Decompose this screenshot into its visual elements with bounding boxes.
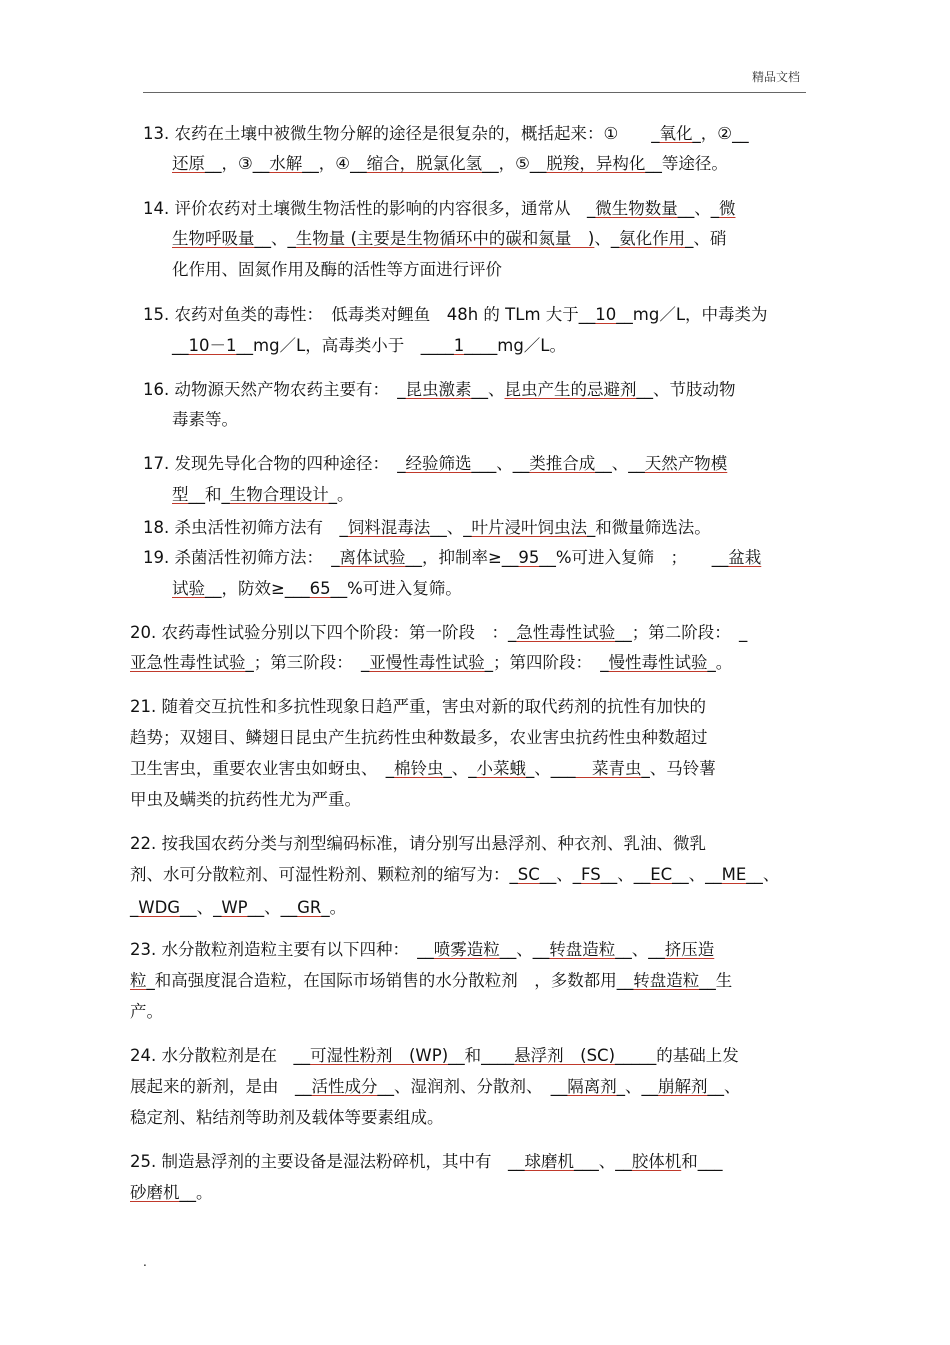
text-segment: 、: [271, 229, 288, 248]
answer-blank: __可湿性粉剂 (WP)__: [293, 1046, 465, 1065]
text-line: [172, 258, 502, 282]
text-segment: 、: [625, 1077, 642, 1096]
text-segment: 23. 水分散粒剂造粒主要有以下四种：: [130, 940, 418, 959]
text-segment: 稳定剂、粘结剂等助剂及载体等要素组成。: [130, 1108, 444, 1127]
text-segment: %可进入复筛 ；: [555, 548, 712, 567]
text-segment: 、: [534, 759, 551, 778]
answer-blank: __崩解剂__: [641, 1077, 724, 1096]
text-segment: 、: [496, 454, 513, 473]
answer-blank: __球磨机___: [508, 1152, 599, 1171]
text-segment: 22. 按我国农药分类与剂型编码标准，请分别写出悬浮剂、种衣剂、乳油、微乳: [130, 834, 706, 853]
answer-blank: _小菜蛾_: [468, 759, 535, 778]
text-line: [130, 651, 732, 675]
text-line: [130, 621, 747, 645]
answer-blank: ____1____: [420, 336, 498, 355]
text-segment: 、湿润剂、分散剂、: [394, 1077, 551, 1096]
text-segment: 和微量筛选法。: [595, 518, 711, 537]
text-segment: 等途径。: [661, 154, 728, 173]
answer-blank: __缩合，脱氯化氢__: [350, 154, 499, 173]
text-segment: 。: [337, 485, 354, 504]
text-segment: 趋势；双翅目、鳞翅日昆虫产生抗药性虫种数最多，农业害虫抗药性虫种数超过: [130, 728, 708, 747]
text-line: [172, 334, 566, 358]
text-segment: 、节肢动物: [653, 380, 736, 399]
answer-blank: __盆栽: [711, 548, 762, 567]
answer-blank: __转盘造粒__: [532, 940, 632, 959]
text-segment: 17. 发现先导化合物的四种途径：: [143, 454, 398, 473]
text-segment: 24. 水分散粒剂是在: [130, 1046, 294, 1065]
text-segment: 、: [631, 940, 649, 959]
answer-blank: __GR_: [280, 898, 330, 917]
text-segment: 、: [762, 865, 780, 884]
answer-blank: _棉铃虫_: [385, 759, 452, 778]
text-segment: 、: [594, 229, 611, 248]
text-line: [143, 516, 711, 540]
answer-blank: _氨化作用_: [610, 229, 694, 248]
answer-blank: _微生物数量__: [587, 199, 695, 218]
text-segment: 卫生害虫，重要农业害虫如蚜虫、: [130, 759, 386, 778]
text-segment: 20. 农药毒性试验分别以下四个阶段：第一阶段 ：: [130, 623, 508, 642]
answer-blank: _SC__: [509, 865, 557, 884]
text-segment: mg／L，中毒类为: [632, 305, 768, 324]
answer-blank: ___ 菜青虫_: [550, 759, 650, 778]
text-line: [172, 483, 354, 507]
text-line: [143, 197, 736, 221]
text-segment: 展起来的新剂，是由: [130, 1077, 295, 1096]
text-line: [130, 1044, 739, 1068]
answer-blank: _WDG__: [130, 898, 197, 917]
text-segment: 、: [451, 759, 469, 778]
text-segment: 、: [688, 865, 706, 884]
text-segment: ，抑制率≥: [422, 548, 502, 567]
text-line: [143, 303, 768, 327]
text-segment: 19. 杀菌活性初筛方法：: [143, 548, 332, 567]
text-line: [143, 122, 749, 146]
text-segment: mg／L。: [497, 336, 566, 355]
text-line: [172, 577, 462, 601]
answer-blank: __挤压造: [648, 940, 715, 959]
text-segment: 生: [715, 971, 733, 990]
text-segment: 、: [556, 865, 573, 884]
answer-blank: ____悬浮剂 (SC)_____: [481, 1046, 657, 1065]
answer-blank: 亚急性毒性试验_: [130, 653, 254, 672]
text-segment: ，④: [318, 154, 351, 173]
text-segment: 15. 农药对鱼类的毒性： 低毒类对鲤鱼 48h 的 TLm 大于: [143, 305, 579, 324]
text-segment: 和: [205, 485, 222, 504]
answer-blank: _氧化_: [651, 124, 701, 143]
text-segment: 13. 农药在土壤中被微生物分解的途径是很复杂的，概括起来：①: [143, 124, 652, 143]
answer-blank: 生物呼吸量__: [172, 229, 271, 248]
answer-blank: _饲料混毒法__: [339, 518, 447, 537]
header-rule: [143, 92, 806, 93]
text-segment: 毒素等。: [172, 410, 238, 429]
answer-blank: _昆虫激素__: [397, 380, 488, 399]
text-segment: 产。: [130, 1002, 163, 1021]
text-segment: 。: [196, 1183, 213, 1202]
text-segment: 、硝: [693, 229, 727, 248]
text-line: [130, 1000, 163, 1024]
text-line: [130, 938, 714, 962]
answer-blank: __喷雾造粒__: [417, 940, 517, 959]
answer-blank: __脱羧，异构化__: [529, 154, 662, 173]
text-segment: 25. 制造悬浮剂的主要设备是湿法粉碎机，其中有: [130, 1152, 508, 1171]
answer-blank: _急性毒性试验__: [508, 623, 632, 642]
text-segment: ，③: [221, 154, 253, 173]
text-line: [130, 1150, 723, 1174]
text-line: [130, 1075, 741, 1099]
answer-blank: __胶体机: [615, 1152, 682, 1171]
text-segment: 甲虫及螨类的抗药性尤为严重。: [130, 790, 361, 809]
text-segment: 、马铃薯: [649, 759, 716, 778]
text-line: [143, 452, 727, 476]
answer-blank: 砂磨机__: [130, 1183, 196, 1202]
text-segment: 的基础上发: [656, 1046, 739, 1065]
text-segment: %可进入复筛。: [347, 579, 462, 598]
text-segment: 、: [611, 454, 629, 473]
answer-blank: __10__: [578, 305, 633, 324]
text-segment: 剂、水可分散粒剂、可湿性粉剂、颗粒剂的缩写为：: [130, 865, 510, 884]
text-segment: 、: [694, 199, 711, 218]
text-line: [130, 788, 361, 812]
answer-blank: __活性成分__: [295, 1077, 394, 1096]
text-segment: 、: [617, 865, 634, 884]
answer-blank: __ME__: [705, 865, 763, 884]
text-segment: 、: [724, 1077, 741, 1096]
answer-blank: _慢性毒性试验_: [600, 653, 716, 672]
text-line: [130, 726, 708, 750]
text-segment: 化作用、固氮作用及酶的活性等方面进行评价: [172, 260, 502, 279]
answer-blank: __10－1__: [172, 336, 253, 355]
text-line: [130, 896, 346, 920]
answer-blank: 昆虫产生的忌避剂__: [504, 380, 653, 399]
answer-blank: _叶片浸叶饲虫法_: [463, 518, 596, 537]
text-segment: 和: [464, 1046, 482, 1065]
text-segment: ，⑤: [498, 154, 530, 173]
text-segment: 和: [681, 1152, 698, 1171]
text-line: [172, 152, 728, 176]
answer-blank: __天然产物模: [628, 454, 728, 473]
answer-blank: _经验筛选___: [397, 454, 497, 473]
answer-blank: _FS__: [572, 865, 618, 884]
answer-blank: __: [732, 124, 749, 143]
answer-blank: _离体试验__: [331, 548, 422, 567]
answer-blank: ___65__: [284, 579, 348, 598]
answer-blank: _WP__: [213, 898, 265, 917]
answer-blank: __转盘造粒__: [616, 971, 716, 990]
text-line: [130, 1181, 213, 1205]
answer-blank: 试验__: [172, 579, 222, 598]
answer-blank: 还原__: [172, 154, 222, 173]
text-segment: ，防效≥: [221, 579, 285, 598]
text-segment: ，②: [700, 124, 733, 143]
text-segment: 、: [516, 940, 533, 959]
text-segment: 16. 动物源天然产物农药主要有：: [143, 380, 398, 399]
text-segment: 和高强度混合造粒，在国际市场销售的水分散粒剂 ，多数都用: [154, 971, 617, 990]
answer-blank: _: [739, 623, 748, 642]
text-segment: mg／L，高毒类小于: [253, 336, 421, 355]
text-line: [172, 227, 726, 251]
text-line: [130, 1106, 444, 1130]
text-segment: 、: [196, 898, 214, 917]
answer-blank: _生物量 (主要是生物循环中的碳和氮量 ): [287, 229, 595, 248]
header-title: 精品文档: [751, 70, 800, 84]
text-segment: 21. 随着交互抗性和多抗性现象日趋严重，害虫对新的取代药剂的抗性有加快的: [130, 697, 706, 716]
text-segment: 18. 杀虫活性初筛方法有: [143, 518, 340, 537]
answer-blank: __水解__: [252, 154, 319, 173]
text-segment: ；第三阶段：: [253, 653, 361, 672]
text-segment: 。: [329, 898, 347, 917]
text-line: [130, 695, 706, 719]
page-header: [0, 0, 950, 100]
answer-blank: 粒_: [130, 971, 155, 990]
answer-blank: _微: [710, 199, 736, 218]
text-segment: 、: [446, 518, 464, 537]
text-segment: ；第四阶段：: [493, 653, 601, 672]
text-segment: 、: [598, 1152, 616, 1171]
text-line: [130, 832, 706, 856]
answer-blank: _生物合理设计_: [221, 485, 337, 504]
text-line: [130, 863, 779, 887]
answer-blank: ___: [697, 1152, 723, 1171]
answer-blank: __隔离剂_: [550, 1077, 625, 1096]
text-segment: ；第二阶段：: [631, 623, 739, 642]
answer-blank: _亚慢性毒性试验_: [361, 653, 493, 672]
footer-mark: .: [143, 1255, 147, 1269]
answer-blank: __EC__: [633, 865, 689, 884]
answer-blank: 型__: [172, 485, 205, 504]
text-segment: 、: [488, 380, 505, 399]
text-segment: 、: [264, 898, 281, 917]
text-line: [143, 378, 736, 402]
text-segment: 14. 评价农药对土壤微生物活性的影响的内容很多，通常从: [143, 199, 587, 218]
text-line: [143, 546, 761, 570]
text-line: [172, 408, 238, 432]
text-line: [130, 969, 732, 993]
text-segment: 。: [715, 653, 733, 672]
answer-blank: __类推合成__: [512, 454, 612, 473]
answer-blank: __95__: [501, 548, 556, 567]
text-line: [130, 757, 716, 781]
